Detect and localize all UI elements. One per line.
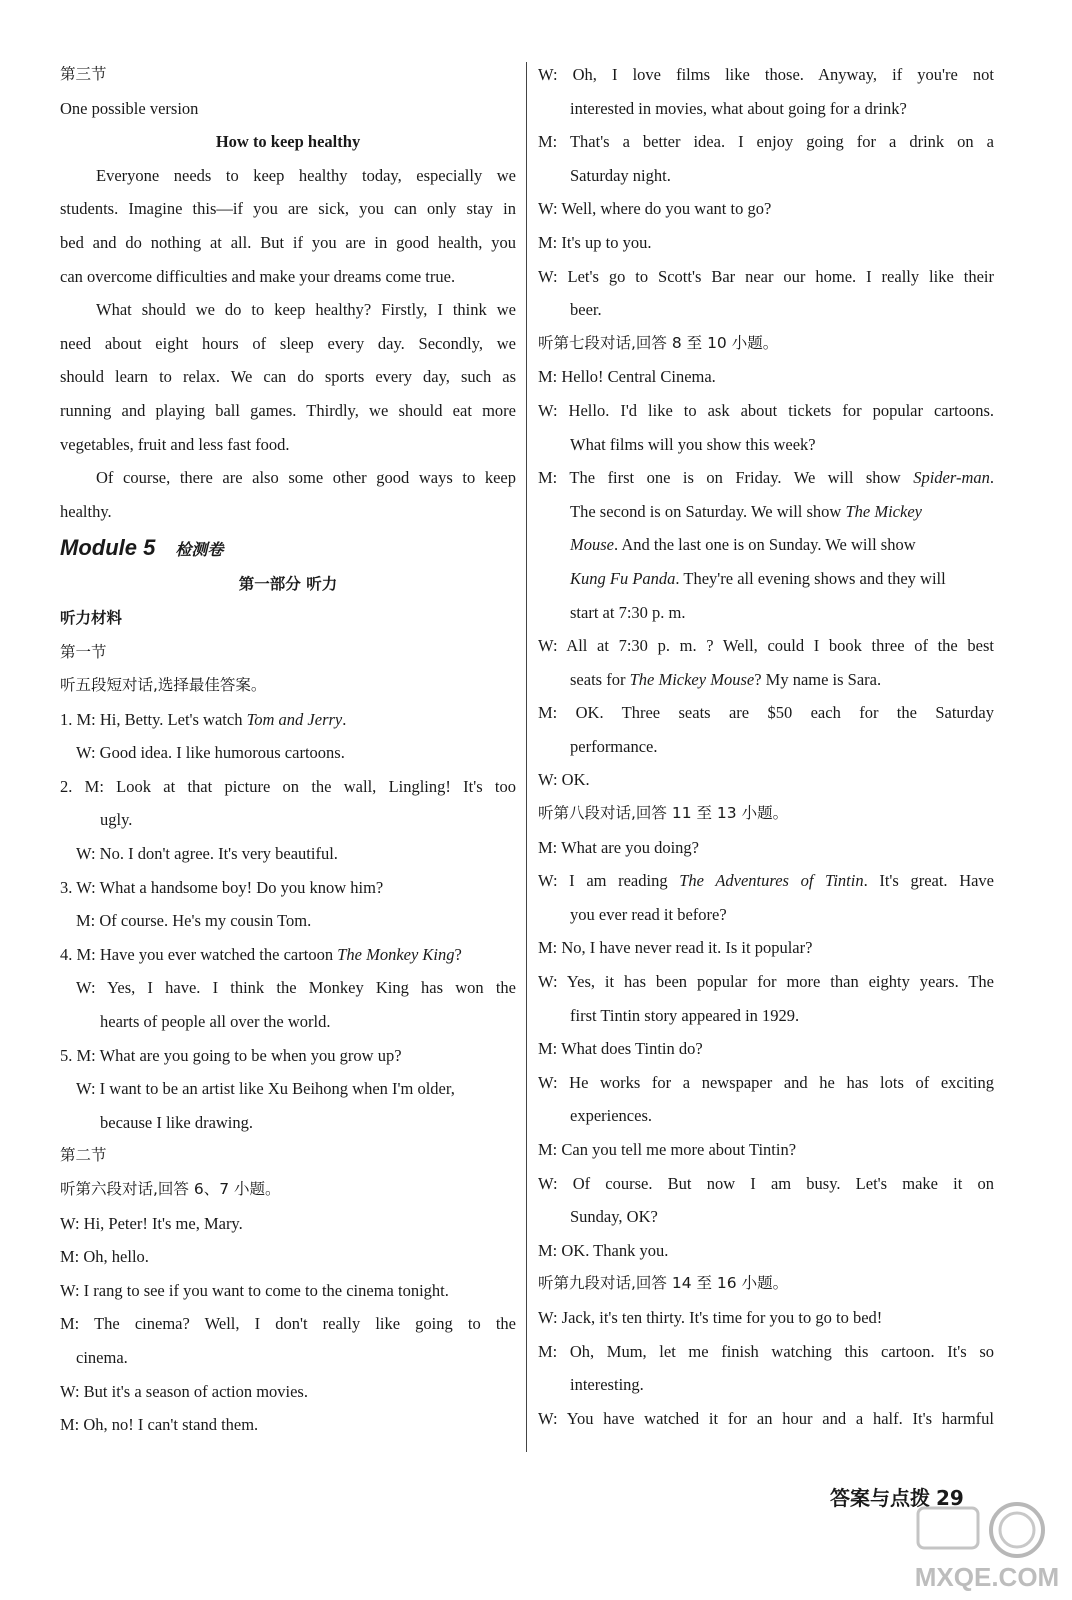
dialogue-line: M: OK. Thank you.: [538, 1240, 669, 1260]
text: 1. M: Hi, Betty. Let's watch: [60, 709, 247, 729]
text: W: I am reading: [538, 871, 680, 891]
essay-line: healthy.: [60, 501, 112, 521]
dialogue-line: M: Oh, hello.: [60, 1247, 149, 1267]
dialogue-line: W: You have watched it for an hour and a half. It's harmful: [538, 1408, 994, 1428]
instruction: 听第六段对话,回答 6、7 小题。: [60, 1180, 281, 1198]
page-number: 29: [936, 1486, 964, 1510]
essay-line: Of course, there are also some other good ways to keep: [96, 468, 516, 488]
section-heading: 第三节: [60, 65, 107, 83]
dialogue-line: W: Well, where do you want to go?: [538, 199, 772, 219]
dialogue-line: cinema.: [76, 1347, 128, 1367]
text: 4. M: Have you ever watched the cartoon: [60, 944, 338, 964]
dialogue-line: Sunday, OK?: [570, 1207, 658, 1227]
module-name: Module 5: [60, 535, 156, 561]
dialogue-line: [60, 703, 516, 737]
dialogue-line: ugly.: [100, 810, 133, 830]
dialogue-line: M: Can you tell me more about Tintin?: [538, 1140, 797, 1159]
dialogue-line: hearts of people all over the world.: [100, 1012, 331, 1032]
dialogue-line: [538, 663, 994, 697]
dialogue-line: [538, 562, 994, 596]
dialogue-line: first Tintin story appeared in 1929.: [570, 1005, 800, 1025]
text: seats for: [570, 669, 630, 689]
footer-label: 答案与点拨: [830, 1486, 930, 1510]
title-italic: The Adventures of Tintin: [679, 871, 864, 891]
dialogue-line: W: Good idea. I like humorous cartoons.: [76, 743, 345, 763]
essay-line: can overcome difficulties and make your dreams come true.: [60, 266, 456, 286]
left-column: [60, 58, 516, 1442]
column-divider: [526, 62, 527, 1452]
dialogue-line: interested in movies, what about going for a drink?: [570, 98, 907, 118]
dialogue-line: 3. W: What a handsome boy! Do you know him?: [60, 877, 384, 897]
instruction: 听五段短对话,选择最佳答案。: [60, 676, 267, 695]
dialogue-line: W: No. I don't agree. It's very beautiful.: [76, 844, 338, 864]
section-heading: 第二节: [60, 1146, 107, 1165]
dialogue-line: [60, 938, 516, 972]
title-italic: Kung Fu Panda: [570, 568, 676, 588]
essay-line: students. Imagine this—if you are sick, you can only stay in: [60, 199, 516, 219]
dialogue-line: W: He works for a newspaper and he has lots of exciting: [538, 1072, 994, 1092]
title-italic: The Monkey King: [337, 944, 455, 964]
part-heading: 第一部分 听力: [238, 575, 338, 594]
title-italic: The Mickey Mouse: [629, 669, 755, 689]
title-italic: Mouse: [570, 535, 614, 555]
material-heading: 听力材料: [60, 608, 123, 627]
instruction: 听第七段对话,回答 8 至 10 小题。: [538, 333, 779, 352]
dialogue-line: [538, 495, 994, 529]
dialogue-line: M: Oh, Mum, let me finish watching this cartoon. It's so: [538, 1341, 994, 1361]
version-label: One possible version: [60, 98, 199, 118]
dialogue-line: M: Oh, no! I can't stand them.: [60, 1415, 259, 1435]
dialogue-line: [538, 461, 994, 495]
dialogue-line: M: Hello! Central Cinema.: [538, 367, 716, 387]
essay-line: bed and do nothing at all. But if you are in good health, you: [60, 232, 516, 252]
dialogue-line: W: But it's a season of action movies.: [60, 1381, 308, 1401]
dialogue-line: interesting.: [570, 1375, 644, 1395]
instruction: 听第八段对话,回答 11 至 13 小题。: [538, 804, 789, 823]
dialogue-line: start at 7:30 p. m.: [570, 602, 686, 622]
dialogue-line: [538, 864, 994, 898]
dialogue-line: W: I want to be an artist like Xu Beihong when I'm older,: [76, 1079, 455, 1099]
text: .: [342, 709, 347, 729]
dialogue-line: Saturday night.: [570, 165, 671, 185]
dialogue-line: M: OK. Three seats are $50 each for the Saturday: [538, 703, 994, 723]
dialogue-line: W: I rang to see if you want to come to the cinema tonight.: [60, 1280, 449, 1300]
essay-line: Everyone needs to keep healthy today, especially we: [96, 165, 516, 185]
dialogue-line: W: Yes, I have. I think the Monkey King has won the: [76, 978, 516, 998]
dialogue-line: beer.: [570, 300, 602, 320]
dialogue-line: W: Yes, it has been popular for more than eighty years. The: [538, 972, 994, 992]
module-tag: 检测卷: [175, 540, 224, 560]
dialogue-line: performance.: [570, 736, 658, 756]
dialogue-line: 2. M: Look at that picture on the wall, Lingling! It's too: [60, 776, 516, 796]
dialogue-line: W: Let's go to Scott's Bar near our home. I really like their: [538, 266, 994, 286]
text: ?: [454, 944, 462, 964]
dialogue-line: [538, 528, 994, 562]
right-column: [538, 58, 994, 1435]
dialogue-line: W: Hi, Peter! It's me, Mary.: [60, 1213, 243, 1233]
essay-line: What should we do to keep healthy? Firstly, I think we: [96, 300, 516, 320]
instruction: 听第九段对话,回答 14 至 16 小题。: [538, 1274, 789, 1293]
text: . And the last one is on Sunday. We will show: [614, 535, 916, 555]
section-heading: 第一节: [60, 642, 107, 661]
dialogue-line: M: No, I have never read it. Is it popular?: [538, 938, 813, 958]
dialogue-line: W: Jack, it's ten thirty. It's time for you to go to bed!: [538, 1307, 883, 1327]
dialogue-line: M: The cinema? Well, I don't really like going to the: [60, 1314, 516, 1334]
dialogue-line: M: What does Tintin do?: [538, 1039, 703, 1059]
title-italic: Tom and Jerry: [246, 709, 343, 729]
dialogue-line: because I like drawing.: [100, 1112, 254, 1132]
dialogue-line: W: Oh, I love films like those. Anyway, if you're not: [538, 65, 994, 84]
text: M: The first one is on Friday. We will show: [538, 468, 914, 488]
text: . They're all evening shows and they will: [675, 568, 946, 588]
dialogue-line: W: All at 7:30 p. m. ? Well, could I book three of the best: [538, 636, 994, 656]
essay-line: vegetables, fruit and less fast food.: [60, 434, 290, 454]
title-italic: The Mickey: [845, 501, 922, 521]
essay-line: running and playing ball games. Thirdly, we should eat more: [60, 400, 516, 420]
text: ? My name is Sara.: [754, 669, 882, 689]
dialogue-line: M: That's a better idea. I enjoy going for a drink on a: [538, 132, 994, 152]
dialogue-line: What films will you show this week?: [570, 434, 816, 454]
dialogue-line: W: OK.: [538, 770, 590, 790]
watermark-text: MXQE.COM: [914, 1562, 1060, 1592]
dialogue-line: 5. M: What are you going to be when you grow up?: [60, 1045, 402, 1065]
dialogue-line: M: Of course. He's my cousin Tom.: [76, 911, 312, 931]
text: . It's great. Have: [863, 871, 994, 891]
dialogue-line: W: Hello. I'd like to ask about tickets for popular cartoons.: [538, 400, 994, 420]
title-italic: Spider-man: [913, 468, 990, 488]
module-title: [60, 528, 516, 568]
dialogue-line: M: It's up to you.: [538, 232, 652, 252]
dialogue-line: experiences.: [570, 1106, 652, 1126]
essay-line: should learn to relax. We can do sports every day, such as: [60, 367, 516, 387]
watermark-icon: [912, 1500, 1062, 1595]
watermark-logo: [912, 1500, 1062, 1595]
dialogue-line: you ever read it before?: [570, 904, 727, 924]
dialogue-line: W: Of course. But now I am busy. Let's make it on: [538, 1173, 994, 1193]
text: The second is on Saturday. We will show: [570, 501, 846, 521]
dialogue-line: M: What are you doing?: [538, 837, 699, 857]
essay-title: How to keep healthy: [215, 132, 361, 152]
essay-line: need about eight hours of sleep every day. Secondly, we: [60, 333, 516, 353]
text: .: [989, 468, 994, 488]
